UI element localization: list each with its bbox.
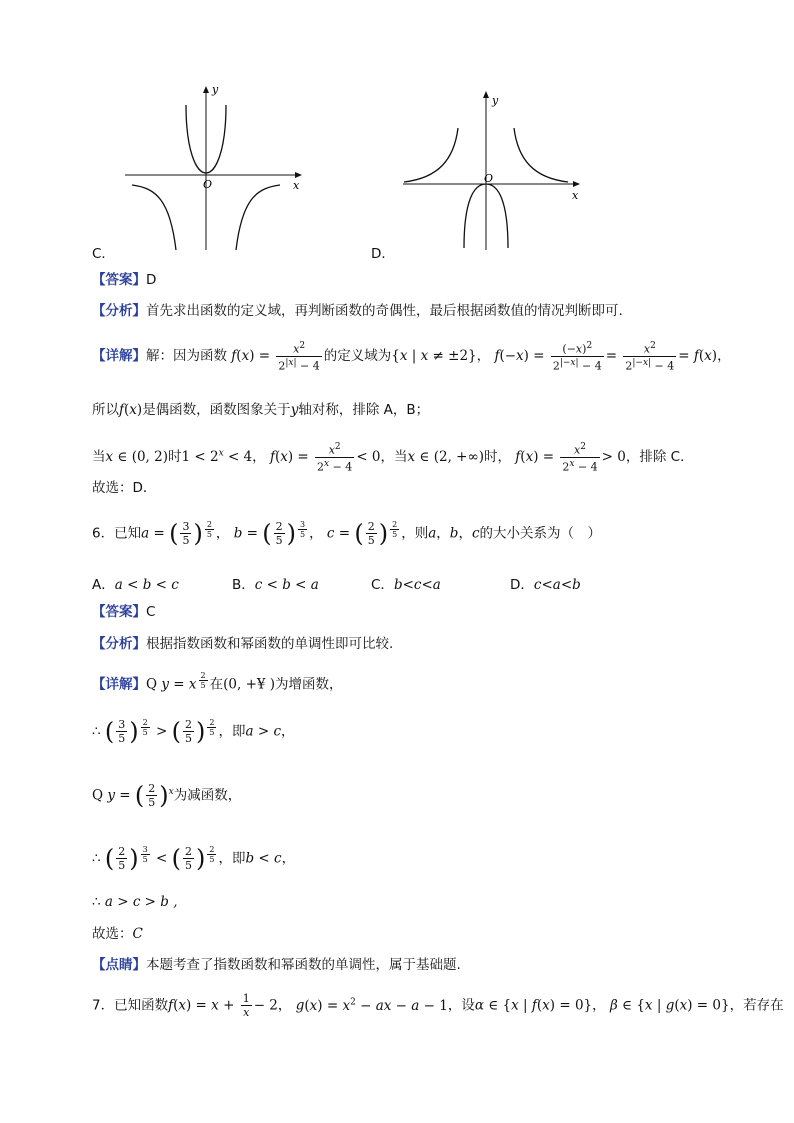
- q6-stem-b: ，则: [401, 525, 429, 542]
- q7-number: 7．: [92, 997, 115, 1014]
- q5-detail-tag: 【详解】: [92, 348, 146, 365]
- graph-d-option: D．: [371, 246, 395, 262]
- q5-domain-set: {x | x ≠ ±2}: [391, 348, 477, 365]
- q5-detail-text-3a: 当: [92, 449, 106, 466]
- graph-c-curve-left: [132, 185, 176, 250]
- q6-stem: 6．已知a = ( $\frac{3}{5}$ ) $^{\frac{2}{5}}$ ， b = ( $\frac{2}{5}$ ) $^{\frac{3}{5}}$ ， c = ( $\frac{2}{5}$ ) $^{\frac{2}{5}}$ ，则a，b，c的大小关系为（ ）: [92, 519, 601, 548]
- q6-detail-s4: ，即: [218, 850, 246, 867]
- q5-fraction-1: $\frac{x^2}{2^{|x|} - 4}$: [278, 341, 320, 373]
- q7-stem-a: 已知函数: [114, 997, 169, 1014]
- q5-analysis-tag: 【分析】: [92, 303, 146, 319]
- q5-detail-line3: 当x ∈ (0, 2)时$1 < 2^x < 4$， f(x) = $\frac{x^2}{2^x - 4}$ < 0，当x ∈ (2, +∞)时， f(x) = $\frac{x^2}{2^x - 4}$ > 0，排除 C．: [92, 442, 694, 474]
- q6-option-a: A．a < b < c: [92, 577, 179, 593]
- q5-detail-text-1b: 的定义域为: [323, 348, 392, 365]
- q5-analysis-text: 首先求出函数的定义域，再判断函数的奇偶性，最后根据函数值的情况判断即可.: [146, 303, 623, 319]
- q6-option-d: D．c<a<b: [510, 577, 581, 593]
- q5-formula-f: f: [231, 348, 237, 365]
- q5-detail-text-2b: 是偶函数，函数图象关于: [142, 402, 291, 418]
- q5-detail-text-1a: 解：因为函数: [146, 348, 227, 365]
- q6-detail-line2: ∴ ( $\frac{3}{5}$ ) $^{\frac{2}{5}}$ > ( $\frac{2}{5}$ ) $^{\frac{2}{5}}$ ，即a > c，: [92, 717, 295, 746]
- q5-detail-text-2c: 轴对称，排除 A，B；: [298, 402, 430, 418]
- graph-c-x-label: x: [293, 179, 300, 192]
- q5-answer-tag: 【答案】: [92, 272, 146, 288]
- q5-fraction-5: $\frac{x^2}{2^x - 4}$: [562, 442, 598, 474]
- q6-conclusion-a: 故选：: [92, 926, 133, 942]
- q5-fraction-2: $\frac{(-x)^2}{2^{|-x|} - 4}$: [552, 341, 602, 373]
- q6-answer-value: C: [146, 604, 156, 620]
- graph-d-curve-right: [514, 128, 568, 182]
- q7-stem-b: ，设: [447, 997, 475, 1014]
- q5-answer-value: D: [146, 272, 157, 288]
- q6-detail-s2: ，即: [218, 723, 246, 740]
- q5-answer: [92, 270, 734, 290]
- q5-detail-line2: 所以f(x)是偶函数，函数图象关于y轴对称，排除 A，B；: [92, 402, 430, 418]
- graph-d-x-arrow: [573, 181, 580, 187]
- q5-detail-text-3b: 时: [168, 449, 182, 466]
- q7-stem: 7．已知函数f(x) = x + $\frac{1}{x}$ − 2， $g(x) = x^2$ − ax − a − 1，设α ∈ {x | f(x) = 0}， β ∈ {x | g(x) = 0}，若存在: [92, 992, 784, 1019]
- q6-stem-a: 已知: [114, 525, 142, 542]
- graph-d-y-label: y: [492, 94, 499, 107]
- q6-analysis-tag: 【分析】: [92, 636, 146, 652]
- q5-detail-text-3c: ，当: [380, 449, 408, 466]
- q6-conclusion-b: C: [132, 926, 143, 942]
- q7-stem-c: ，若存在: [729, 997, 784, 1014]
- q6-answer: [92, 602, 734, 622]
- q5-conclusion: 故选：D．: [92, 480, 157, 496]
- q6-conclusion: [92, 924, 734, 944]
- q5-analysis: [92, 301, 734, 321]
- q6-comment-text: 本题考查了指数函数和幂函数的单调性，属于基础题.: [146, 957, 461, 973]
- q6-option-b: B．c < b < a: [232, 577, 319, 593]
- graph-c-option: C．: [92, 246, 115, 262]
- q6-comment-tag: 【点睛】: [92, 957, 146, 973]
- graph-c-y-arrow: [203, 86, 209, 93]
- q6-detail-line4: ∴ ( $\frac{2}{5}$ ) $^{\frac{3}{5}}$ < ( $\frac{2}{5}$ ) $^{\frac{2}{5}}$ ，即b < c，: [92, 844, 296, 873]
- q5-detail-line1: 【详解】解：因为函数 f(x) = $\frac{x^2}{2^{|x|} - 4}$ 的定义域为{x | x ≠ ±2}， f(−x) = $\frac{(-x)^2}{2^{|-x|} - 4}$ = $\frac{x^2}{2^{|-x|} - 4}$ = f(x)，: [92, 341, 731, 373]
- graph-d-x-label: x: [572, 189, 579, 202]
- graph-d-curve-left: [404, 128, 458, 182]
- q5-detail-text-3d: 时，: [483, 449, 511, 466]
- graph-d-origin: O: [484, 172, 494, 185]
- q6-analysis-text: 根据指数函数和幂函数的单调性即可比较.: [146, 636, 394, 652]
- q6-answer-tag: 【答案】: [92, 604, 146, 620]
- q6-detail-line5: ∴ a > c > b ,: [92, 894, 178, 910]
- graph-c-y-label: y: [212, 85, 219, 96]
- q6-detail-s1: 为增函数，: [275, 676, 343, 693]
- q6-detail-line1: 【详解】Q y = x $^{\frac{2}{5}}$ 在(0, +¥ )为增函数，: [92, 671, 343, 693]
- graph-d-y-arrow: [483, 91, 489, 98]
- graph-c: [120, 85, 320, 255]
- graph-c-origin: O: [203, 178, 213, 191]
- q5-fraction-3: $\frac{x^2}{2^{|-x|} - 4}$: [625, 341, 675, 373]
- q5-fraction-4: $\frac{x^2}{2^x - 4}$: [317, 442, 353, 474]
- q6-option-c: C．b<c<a: [371, 577, 441, 593]
- q5-detail-text-2a: 所以: [92, 402, 119, 418]
- q6-number: 6．: [92, 525, 115, 542]
- q6-detail-s3: 为减函数，: [173, 787, 242, 804]
- q6-analysis: [92, 634, 734, 654]
- q6-stem-c: 的大小关系为（ ）: [479, 525, 601, 542]
- graph-d: [398, 90, 598, 260]
- graph-c-x-arrow: [295, 172, 302, 178]
- graph-c-curve-right: [236, 185, 280, 250]
- q6-comment: [92, 955, 734, 975]
- q6-detail-line3: Q y = ( $\frac{2}{5}$ )$^x$为减函数，: [92, 781, 242, 810]
- q6-detail-s5: a > c > b ,: [104, 894, 178, 910]
- q6-detail-tag: 【详解】: [92, 676, 146, 693]
- q5-detail-text-3e: ，排除 C．: [625, 449, 694, 466]
